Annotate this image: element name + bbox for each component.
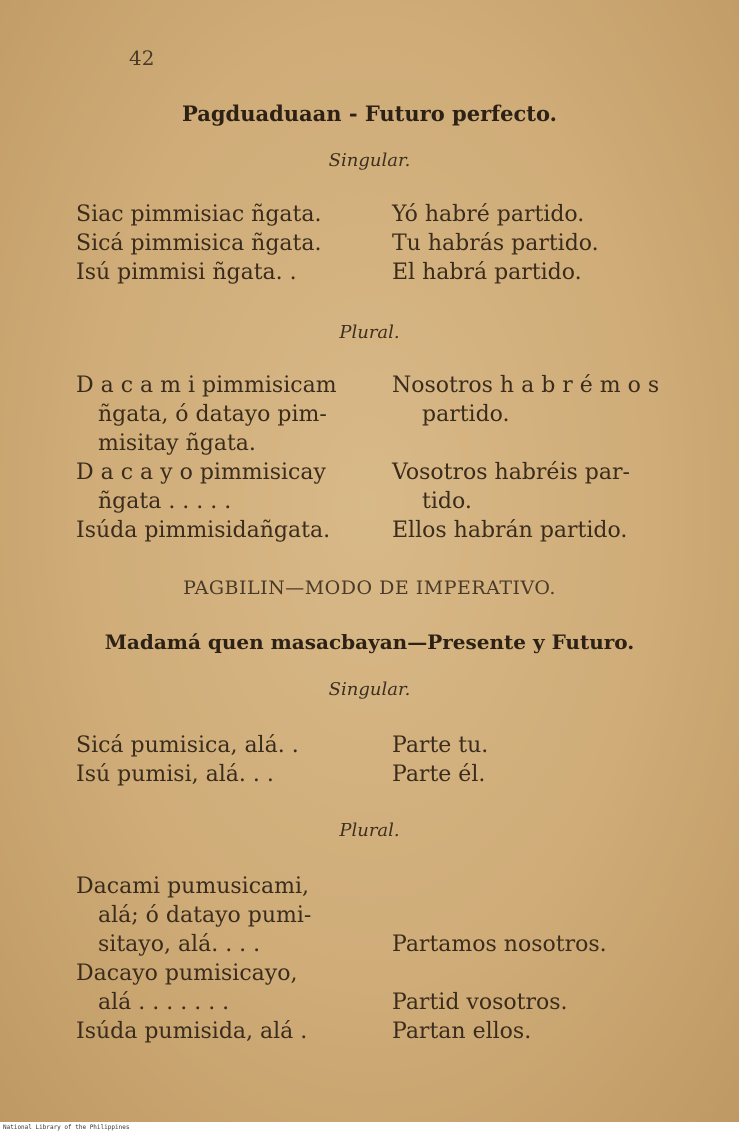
conjugation-right: Partid vosotros.: [392, 990, 568, 1015]
section-caps-title-imperativo: PAGBILIN—MODO DE IMPERATIVO.: [183, 577, 556, 599]
conjugation-right: partido.: [422, 402, 510, 427]
conjugation-right: Yó habré partido.: [392, 202, 585, 227]
singular-label-1: Singular.: [328, 150, 411, 171]
conjugation-right: Ellos habrán partido.: [392, 518, 628, 543]
conjugation-left: sitayo, alá. . . .: [98, 932, 261, 957]
conjugation-left: alá; ó datayo pumi-: [98, 903, 312, 928]
conjugation-right: Parte tu.: [392, 733, 489, 758]
plural-label-2: Plural.: [339, 820, 400, 841]
conjugation-right: Tu habrás partido.: [392, 231, 599, 256]
conjugation-right: Partan ellos.: [392, 1019, 532, 1044]
conjugation-left: alá . . . . . . .: [98, 990, 230, 1015]
conjugation-left: Sicá pumisica, alá. .: [76, 733, 299, 758]
conjugation-left: Siac pimmisiac ñgata.: [76, 202, 322, 227]
singular-label-2: Singular.: [328, 679, 411, 700]
conjugation-left: ñgata . . . . .: [98, 489, 232, 514]
conjugation-left: Isú pimmisi ñgata. .: [76, 260, 297, 285]
conjugation-right: Nosotros h a b r é m o s: [392, 373, 660, 398]
footer-credit: National Library of the Philippines: [0, 1122, 739, 1133]
conjugation-right: El habrá partido.: [392, 260, 582, 285]
conjugation-left: misitay ñgata.: [98, 431, 256, 456]
conjugation-right: Parte él.: [392, 762, 486, 787]
conjugation-left: Isúda pumisida, alá .: [76, 1019, 308, 1044]
conjugation-left: ñgata, ó datayo pim-: [98, 402, 327, 427]
section-title-presente-futuro: Madamá quen masacbayan—Presente y Futuro.: [104, 630, 635, 654]
conjugation-left: D a c a m i pimmisicam: [76, 373, 337, 398]
conjugation-left: Isú pumisi, alá. . .: [76, 762, 274, 787]
conjugation-right: tido.: [422, 489, 472, 514]
section-title-futuro-perfecto: Pagduaduaan - Futuro perfecto.: [182, 101, 557, 126]
conjugation-left: Sicá pimmisica ñgata.: [76, 231, 322, 256]
conjugation-left: Isúda pimmisidañgata.: [76, 518, 331, 543]
conjugation-right: Partamos nosotros.: [392, 932, 607, 957]
conjugation-right: Vosotros habréis par-: [392, 460, 630, 485]
page-number: 42: [129, 46, 155, 70]
plural-label-1: Plural.: [339, 322, 400, 343]
conjugation-left: D a c a y o pimmisicay: [76, 460, 326, 485]
conjugation-left: Dacami pumusicami,: [76, 874, 310, 899]
conjugation-left: Dacayo pumisicayo,: [76, 961, 298, 986]
